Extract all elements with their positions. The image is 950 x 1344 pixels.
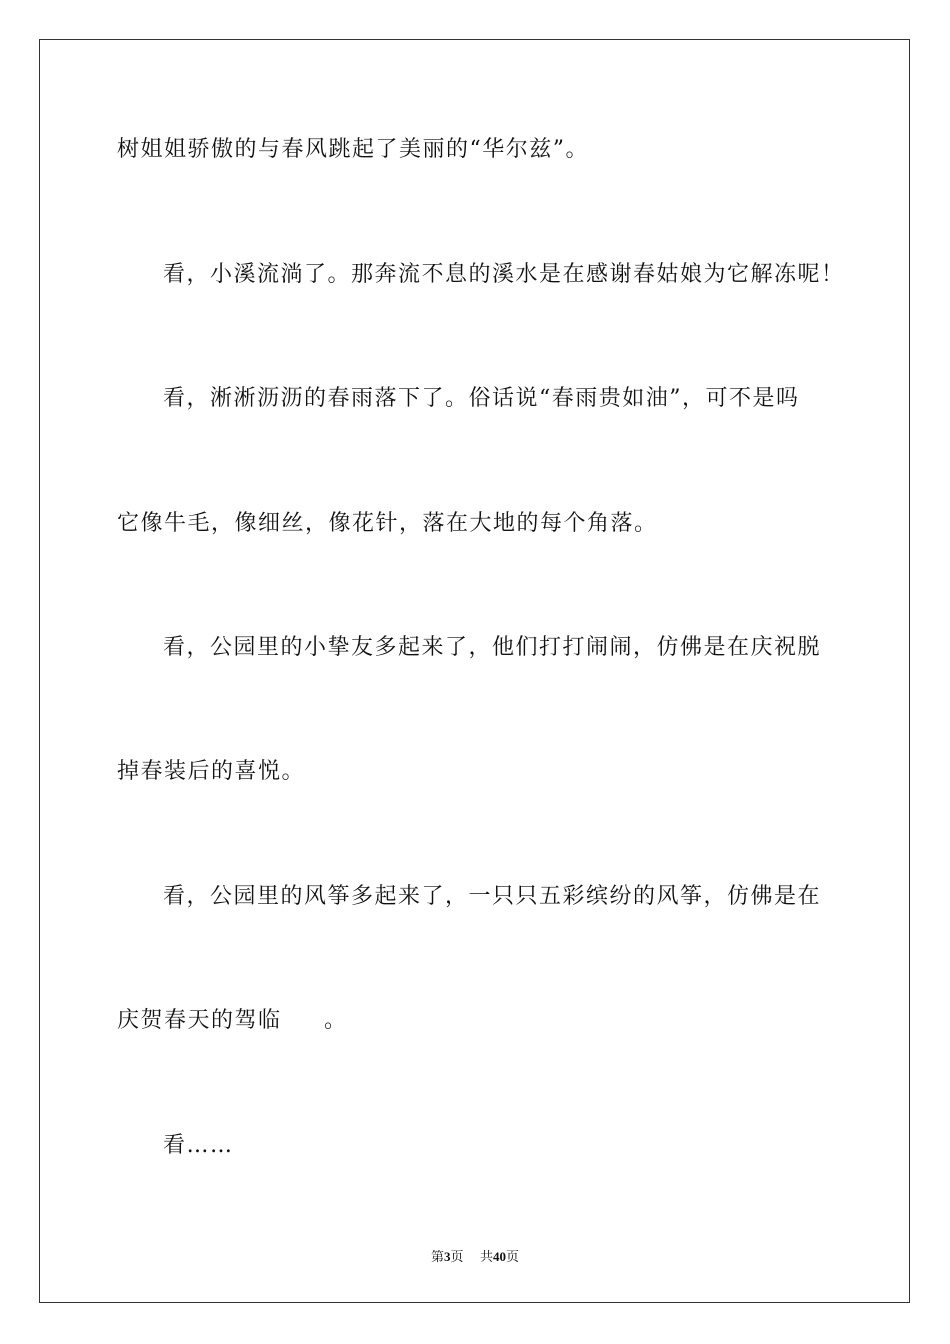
paragraph-line-4: 它像牛毛，像细丝，像花针，落在大地的每个角落。 xyxy=(117,511,658,536)
paragraph-line-2: 看，小溪流淌了。那奔流不息的溪水是在感谢春姑娘为它解冻呢！ xyxy=(163,262,845,287)
paragraph-line-5: 看，公园里的小挚友多起来了，他们打打闹闹，仿佛是在庆祝脱 xyxy=(163,635,822,660)
paragraph-line-3: 看，淅淅沥沥的春雨落下了。俗话说“春雨贵如油”，可不是吗 xyxy=(163,386,800,411)
paragraph-line-9: 看…… xyxy=(163,1133,234,1158)
footer-total-prefix: 共 xyxy=(480,1250,494,1265)
footer-page-number: 3 xyxy=(443,1249,451,1264)
footer-page-suffix: 页 xyxy=(450,1250,464,1265)
footer-total-pages: 40 xyxy=(493,1249,507,1264)
page-footer xyxy=(0,1246,950,1265)
paragraph-line-6: 掉春装后的喜悦。 xyxy=(117,759,306,784)
page-frame xyxy=(39,39,910,1303)
paragraph-line-1: 树姐姐骄傲的与春风跳起了美丽的“华尔兹”。 xyxy=(117,137,589,162)
paragraph-line-8: 庆贺春天的驾临 。 xyxy=(117,1008,348,1033)
footer-page-prefix: 第 xyxy=(430,1250,444,1265)
footer-total-suffix: 页 xyxy=(506,1250,520,1265)
paragraph-line-7: 看，公园里的风筝多起来了，一只只五彩缤纷的风筝，仿佛是在 xyxy=(163,884,822,909)
